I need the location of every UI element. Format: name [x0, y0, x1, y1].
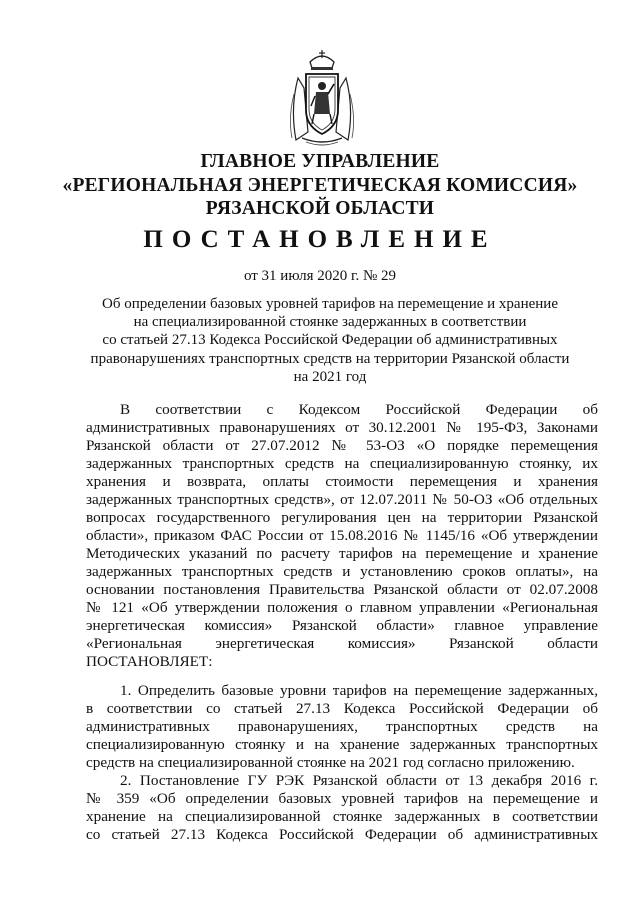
agency-name-line-3: РЯЗАНСКОЙ ОБЛАСТИ [205, 198, 435, 219]
preamble-line: хранения и возврата, оплаты стоимости перемещения и хранения [86, 473, 598, 490]
subject-line: на специализированной стоянке задержанных в соответствии [133, 314, 527, 330]
resolves-word: ПОСТАНОВЛЯЕТ: [86, 653, 213, 670]
preamble-line: № 121 «Об утверждении положения о главном управлении «Региональная [86, 599, 598, 616]
preamble-line: «Региональная энергетическая комиссия» Рязанской области [86, 635, 598, 652]
preamble-line: Методических указаний по расчету тарифов на перемещение и хранение [86, 545, 598, 562]
item-2-line: № 359 «Об определении базовых уровней тарифов на перемещение и [86, 790, 598, 807]
preamble-line: задержанных транспортных средств», от 12.07.2011 № 50-ОЗ «Об отдельных [86, 491, 598, 508]
agency-name-line-2: «РЕГИОНАЛЬНАЯ ЭНЕРГЕТИЧЕСКАЯ КОМИССИЯ» [62, 175, 578, 196]
item-1-line: в соответствии со статьей 27.13 Кодекса Российской Федерации об [86, 700, 598, 717]
subject-line: со статьей 27.13 Кодекса Российской Федерации об административных [102, 332, 558, 348]
subject-line: правонарушениях транспортных средств на территории Рязанской области [90, 351, 570, 367]
document-title: ПОСТАНОВЛЕНИЕ [143, 226, 497, 253]
item-1-line: 1. Определить базовые уровни тарифов на перемещение задержанных, [120, 682, 598, 699]
preamble-line: области», приказом ФАС России от 15.08.2016 № 1145/16 «Об утверждении [86, 527, 598, 544]
preamble-line: основании постановления Правительства Рязанской области от 02.07.2008 [86, 581, 598, 598]
item-1-line: средств на специализированной стоянке на 2021 год согласно приложению. [86, 754, 575, 771]
item-1-line: административных правонарушениях, транспортных средств на [86, 718, 598, 735]
subject-line: на 2021 год [293, 369, 367, 385]
item-1-line: специализированную стоянку и на хранение задержанных транспортных [86, 736, 598, 753]
item-2-line: со статьей 27.13 Кодекса Российской Федерации об административных [86, 826, 598, 843]
item-2-line: 2. Постановление ГУ РЭК Рязанской области от 13 декабря 2016 г. [120, 772, 598, 789]
preamble-line: вопросах государственного регулирования цен на территории Рязанской [86, 509, 598, 526]
coat-of-arms-emblem [284, 48, 360, 148]
preamble-line: задержанных транспортных средств на специализированную стоянку, их [86, 455, 598, 472]
item-2-line: хранение на специализированной стоянке задержанных в соответствии [86, 808, 598, 825]
preamble-line: В соответствии с Кодексом Российской Федерации об [120, 401, 598, 418]
preamble-line: Рязанской области от 27.07.2012 № 53-ОЗ «О порядке перемещения [86, 437, 598, 454]
preamble-line: задержанных транспортных средств и установлению сроков оплаты», на [86, 563, 598, 580]
agency-name-line-1: ГЛАВНОЕ УПРАВЛЕНИЕ [200, 151, 440, 172]
subject-line: Об определении базовых уровней тарифов на перемещение и хранение [102, 296, 558, 312]
preamble-line: административных правонарушениях от 30.12.2001 № 195-ФЗ, Законами [86, 419, 598, 436]
document-date-number: от 31 июля 2020 г. № 29 [243, 268, 397, 284]
preamble-line: энергетическая комиссия» Рязанской области» главное управление [86, 617, 598, 634]
